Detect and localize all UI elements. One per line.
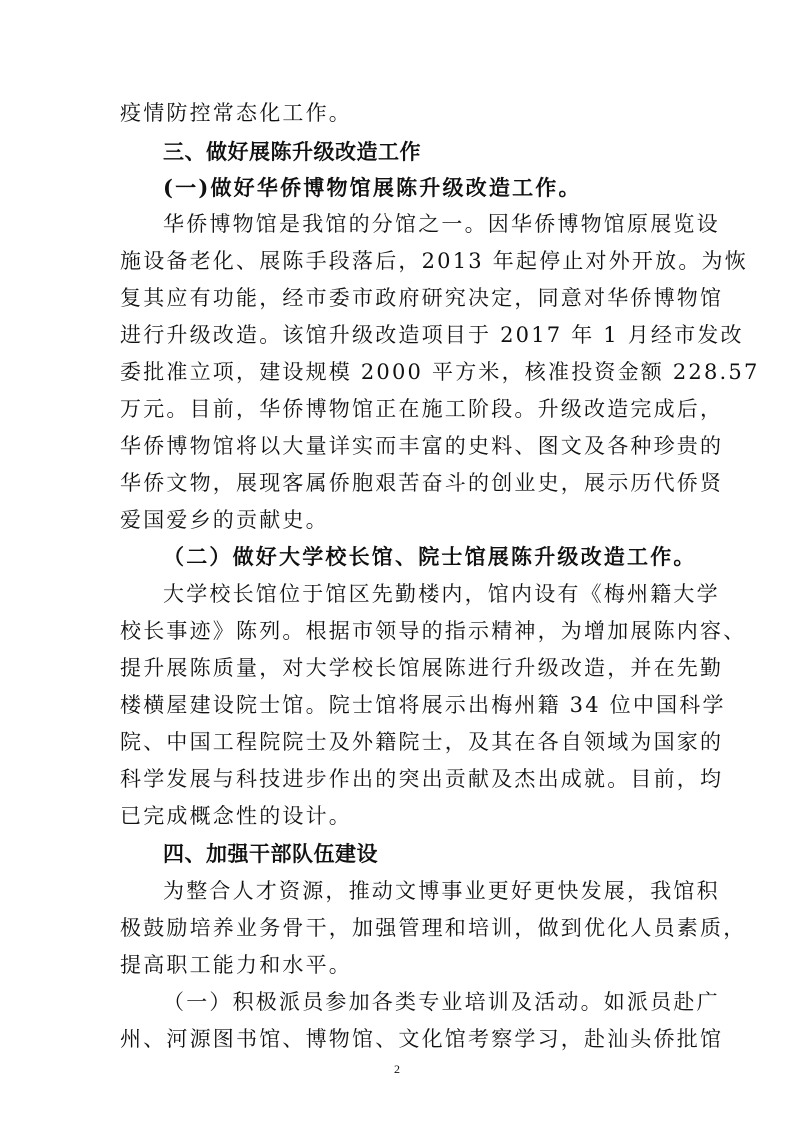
section-heading-3: 三、做好展陈升级改造工作 (163, 140, 421, 164)
body-text-line: 提高职工能力和水平。 (120, 953, 352, 977)
body-text-line: 科学发展与科技进步作出的突出贡献及杰出成就。目前，均 (120, 767, 724, 791)
body-text-line: 疫情防控常态化工作。 (120, 101, 352, 125)
body-text-line: 州、河源图书馆、博物馆、文化馆考察学习，赴汕头侨批馆 (120, 1027, 724, 1051)
body-text-line: 已完成概念性的设计。 (120, 804, 352, 828)
subsection-heading: （二）做好大学校长馆、院士馆展陈升级改造工作。 (163, 544, 697, 569)
body-text-line: 复其应有功能，经市委市政府研究决定，同意对华侨博物馆 (120, 286, 724, 310)
section-heading-4: 四、加强干部队伍建设 (163, 842, 378, 866)
body-text-line: 校长事迹》陈列。根据市领导的指示精神，为增加展陈内容、 (120, 619, 747, 643)
body-text-line: 华侨博物馆是我馆的分馆之一。因华侨博物馆原展览设 (163, 212, 720, 236)
body-text-line: 进行升级改造。该馆升级改造项目于 2017 年 1 月经市发改 (120, 323, 744, 347)
body-text-line: 大学校长馆位于馆区先勤楼内，馆内设有《梅州籍大学 (163, 582, 720, 606)
body-text-line: 万元。目前，华侨博物馆正在施工阶段。升级改造完成后， (120, 397, 724, 421)
body-text-line: （一）积极派员参加各类专业培训及活动。如派员赴广 (163, 990, 720, 1014)
body-text-line: 施设备老化、展陈手段落后，2013 年起停止对外开放。为恢 (120, 249, 748, 273)
page-number: 2 (394, 1062, 400, 1076)
body-text-line: 华侨博物馆将以大量详实而丰富的史料、图文及各种珍贵的 (120, 434, 724, 458)
subsection-heading: (一)做好华侨博物馆展陈升级改造工作。 (163, 175, 582, 200)
body-text-line: 爱国爱乡的贡献史。 (120, 508, 329, 532)
body-text-line: 院、中国工程院院士及外籍院士，及其在各自领域为国家的 (120, 730, 724, 754)
body-text-line: 楼横屋建设院士馆。院士馆将展示出梅州籍 34 位中国科学 (120, 693, 726, 717)
body-text-line: 极鼓励培养业务骨干，加强管理和培训，做到优化人员素质， (120, 916, 747, 940)
body-text-line: 华侨文物，展现客属侨胞艰苦奋斗的创业史，展示历代侨贤 (120, 471, 724, 495)
body-text-line: 提升展陈质量，对大学校长馆展陈进行升级改造，并在先勤 (120, 656, 724, 680)
body-text-line: 委批准立项，建设规模 2000 平方米，核准投资金额 228.57 (120, 360, 760, 384)
body-text-line: 为整合人才资源，推动文博事业更好更快发展，我馆积 (163, 879, 720, 903)
